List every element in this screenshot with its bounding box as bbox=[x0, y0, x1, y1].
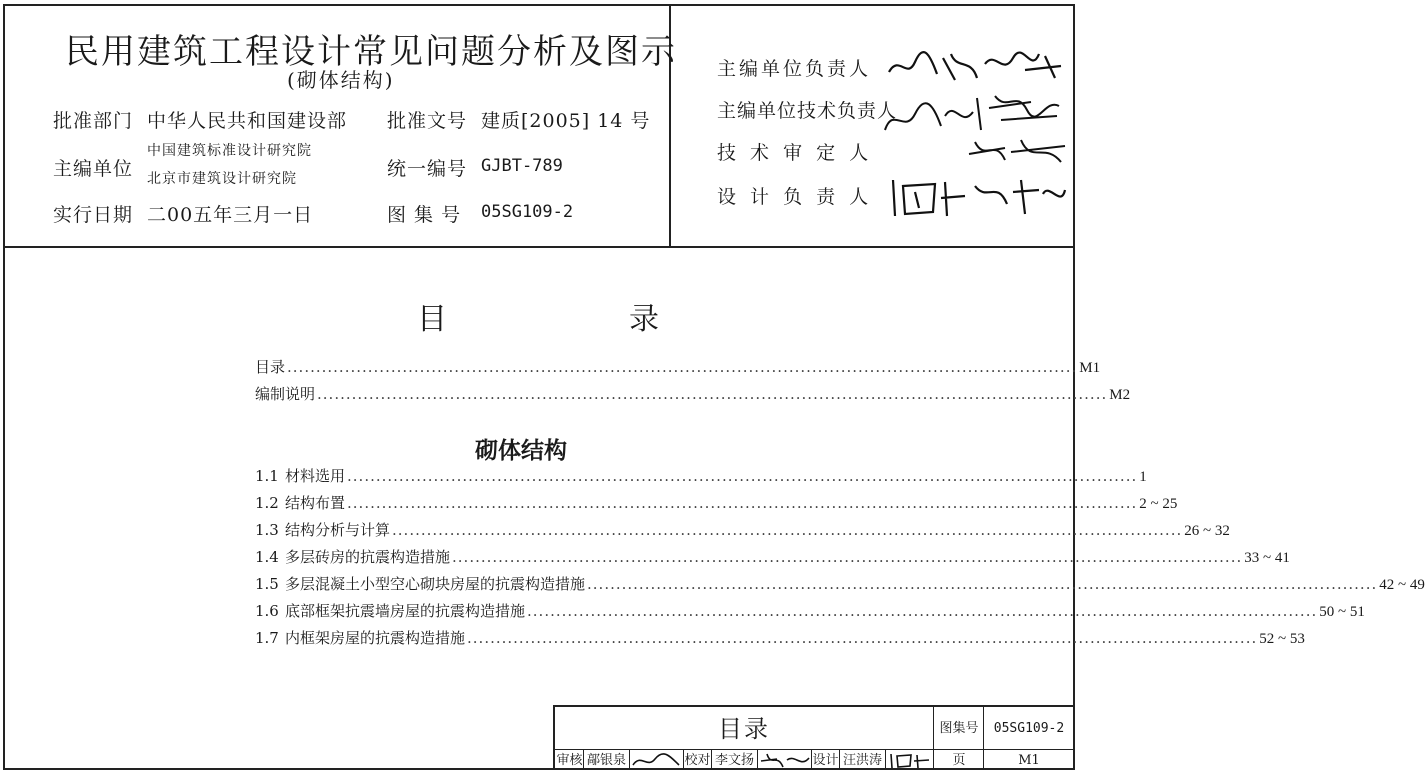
unified-no-label: 统一编号 bbox=[387, 158, 468, 180]
toc-leader-dots: ......................................................................................................................................... bbox=[347, 467, 1138, 485]
tb-page-no: M1 bbox=[1018, 753, 1040, 768]
toc-leader-dots: ......................................................................................................................................... bbox=[317, 385, 1108, 403]
tech-approver-label: 技 术 审 定 人 bbox=[717, 142, 873, 164]
toc-item-page: M1 bbox=[1079, 360, 1101, 376]
tb-check-label: 校对 bbox=[684, 753, 711, 768]
design-lead-label: 设 计 负 责 人 bbox=[717, 186, 873, 208]
toc-item-text: 内框架房屋的抗震构造措施 bbox=[285, 629, 466, 647]
effective-date-label: 实行日期 bbox=[53, 204, 134, 226]
title-block bbox=[553, 705, 1073, 770]
toc-item-number: 1.7 bbox=[255, 629, 279, 647]
tb-review-label: 审核 bbox=[556, 753, 583, 768]
toc-item[interactable] bbox=[255, 519, 1230, 541]
toc-item[interactable] bbox=[255, 492, 1178, 514]
toc-item-text: 结构分析与计算 bbox=[285, 521, 391, 539]
tb-page-label: 页 bbox=[952, 753, 966, 768]
approval-no: 建质[2005] 14 号 bbox=[481, 110, 651, 132]
signature-chief-unit-head bbox=[885, 44, 1065, 88]
tb-design-label: 设计 bbox=[812, 753, 839, 768]
approval-no-label: 批准文号 bbox=[387, 110, 468, 132]
editor-line-1: 中国建筑标准设计研究院 bbox=[147, 143, 312, 159]
cover-header bbox=[5, 6, 1073, 248]
toc-item-page: M2 bbox=[1109, 387, 1131, 403]
approval-dept: 中华人民共和国建设部 bbox=[147, 110, 348, 132]
toc-front-item[interactable] bbox=[255, 356, 1101, 378]
toc-leader-dots: ......................................................................................................................................... bbox=[392, 521, 1183, 539]
toc-item-page: 2 ~ 25 bbox=[1139, 496, 1178, 512]
toc-leader-dots: ......................................................................................................................................... bbox=[467, 629, 1258, 647]
tb-design-signature bbox=[887, 751, 933, 770]
approval-dept-label: 批准部门 bbox=[53, 110, 134, 132]
toc-front-item[interactable] bbox=[255, 383, 1131, 405]
atlas-subtitle: (砌体结构) bbox=[287, 68, 395, 92]
tb-check-name: 李文扬 bbox=[714, 753, 754, 768]
toc-item-text: 结构布置 bbox=[285, 494, 346, 512]
signature-design-lead bbox=[889, 172, 1069, 224]
toc-leader-dots: ......................................................................................................................................... bbox=[527, 602, 1318, 620]
toc-item-text: 材料选用 bbox=[285, 467, 346, 485]
toc-item[interactable] bbox=[255, 573, 1425, 595]
toc-item-page: 52 ~ 53 bbox=[1259, 631, 1305, 647]
tb-atlas-no: 05SG109-2 bbox=[993, 721, 1065, 736]
toc-item-number: 1.3 bbox=[255, 521, 279, 539]
editor-line-2: 北京市建筑设计研究院 bbox=[147, 171, 297, 187]
toc-item-page: 1 bbox=[1139, 469, 1147, 485]
tb-check-signature bbox=[759, 751, 811, 770]
toc-item-number: 1.4 bbox=[255, 548, 279, 566]
toc-leader-dots: ......................................................................................................................................... bbox=[287, 358, 1078, 376]
atlas-no-label: 图 集 号 bbox=[387, 204, 462, 226]
toc-leader-dots: ......................................................................................................................................... bbox=[587, 575, 1378, 593]
toc-item[interactable] bbox=[255, 600, 1365, 622]
tb-divider bbox=[885, 749, 886, 770]
toc-item-text: 编制说明 bbox=[255, 385, 316, 403]
drawing-sheet bbox=[3, 4, 1425, 770]
toc-item-page: 42 ~ 49 bbox=[1379, 577, 1425, 593]
tb-design-name: 汪洪涛 bbox=[842, 753, 882, 768]
toc-item-number: 1.5 bbox=[255, 575, 279, 593]
toc-section-title: 砌体结构 bbox=[475, 437, 567, 464]
toc-item-page: 26 ~ 32 bbox=[1184, 523, 1230, 539]
toc-item-text: 底部框架抗震墙房屋的抗震构造措施 bbox=[285, 602, 526, 620]
toc-item-page: 33 ~ 41 bbox=[1244, 550, 1290, 566]
toc-item-page: 50 ~ 51 bbox=[1319, 604, 1365, 620]
tb-divider bbox=[555, 749, 1073, 750]
tb-drawing-title: 目录 bbox=[718, 715, 770, 743]
tb-divider bbox=[933, 707, 934, 770]
chief-tech-head-label: 主编单位技术负责人 bbox=[717, 100, 898, 122]
editor-label: 主编单位 bbox=[53, 158, 134, 180]
toc-item-number: 1.6 bbox=[255, 602, 279, 620]
tb-divider bbox=[757, 749, 758, 770]
tb-review-name: 鄗银泉 bbox=[586, 753, 626, 768]
toc-item-text: 多层混凝土小型空心砌块房屋的抗震构造措施 bbox=[285, 575, 586, 593]
toc-item[interactable] bbox=[255, 546, 1290, 568]
toc-item[interactable] bbox=[255, 627, 1305, 649]
effective-date: 二00五年三月一日 bbox=[147, 204, 314, 226]
toc-item-number: 1.1 bbox=[255, 467, 279, 485]
toc-item-text: 目录 bbox=[255, 358, 286, 376]
toc-heading-left: 目 bbox=[417, 302, 447, 337]
toc-heading-right: 录 bbox=[629, 302, 659, 337]
atlas-no: 05SG109-2 bbox=[481, 202, 574, 222]
tb-divider bbox=[629, 749, 630, 770]
unified-no: GJBT-789 bbox=[481, 156, 563, 176]
toc-item[interactable] bbox=[255, 465, 1147, 487]
tb-atlas-no-label: 图集号 bbox=[939, 721, 979, 736]
signature-tech-approver bbox=[965, 134, 1075, 174]
atlas-title: 民用建筑工程设计常见问题分析及图示 bbox=[65, 32, 677, 72]
toc-leader-dots: ......................................................................................................................................... bbox=[452, 548, 1243, 566]
chief-unit-head-label: 主编单位负责人 bbox=[717, 58, 872, 80]
tb-divider bbox=[983, 707, 984, 770]
tb-review-signature bbox=[631, 751, 683, 770]
toc-item-text: 多层砖房的抗震构造措施 bbox=[285, 548, 451, 566]
toc-item-number: 1.2 bbox=[255, 494, 279, 512]
toc-leader-dots: ......................................................................................................................................... bbox=[347, 494, 1138, 512]
